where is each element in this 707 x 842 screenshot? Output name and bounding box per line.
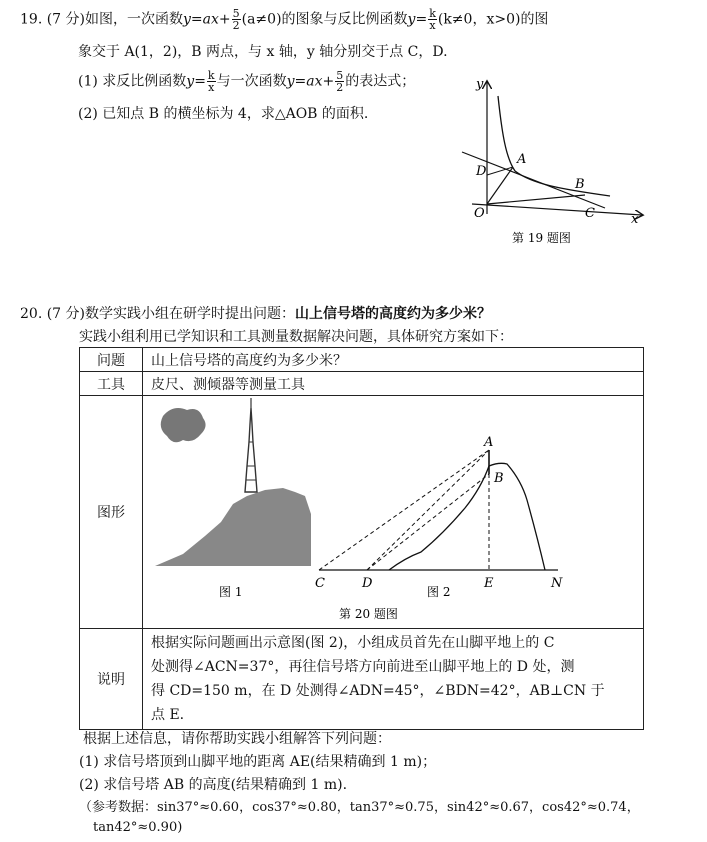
frac-numerator: 5: [336, 69, 344, 82]
q19-label-a: A: [517, 152, 527, 167]
q20-row3-head: 图形: [80, 396, 143, 629]
q20-line1: [20, 304, 491, 324]
q19-frac-5-2: [232, 8, 241, 31]
q20-desc-line: 点 E.: [151, 707, 185, 723]
q20-row2-head: 工具: [80, 372, 143, 396]
q20-label-c: C: [315, 576, 325, 591]
q20-row4-body: [143, 629, 644, 730]
q19-part1-inverse-func: y=: [186, 73, 206, 90]
table-row: [80, 348, 644, 372]
q19-label-x: x: [631, 212, 639, 227]
q19-label-y: y: [476, 77, 484, 92]
q19-part1-a: (1) 求反比例函数: [78, 73, 187, 90]
frac-denominator: x: [429, 19, 436, 32]
q20-row1-head: 问题: [80, 348, 143, 372]
table-row: [80, 629, 644, 730]
q19-hyperbola: [498, 96, 610, 196]
q19-stem-b: 的图象与反比例函数: [281, 11, 408, 28]
q20-label-e: E: [484, 576, 494, 591]
q19-cond-kx: (k≠0，x>0): [437, 11, 521, 28]
q20-row4-head: 说明: [80, 629, 143, 730]
q20-fig2: [315, 435, 563, 599]
q19-inverse-func: y=: [407, 11, 428, 28]
q20-plan-table: [79, 347, 644, 730]
q20-part2: (2) 求信号塔 AB 的高度(结果精确到 1 m).: [79, 777, 348, 793]
q20-fig1: [155, 398, 311, 599]
table-row: [80, 396, 644, 629]
q19-line1: [20, 8, 548, 31]
q20-label-n: N: [551, 576, 563, 591]
q19-part1: [78, 70, 415, 93]
q20-fig2-caption: 图 2: [427, 585, 451, 599]
q20-line2: 实践小组利用已学知识和工具测量数据解决问题，具体研究方案如下：: [79, 329, 513, 345]
q20-ref1: （参考数据：sin37°≈0.60，cos37°≈0.80，tan37°≈0.75，sin42°≈0.67，cos42°≈0.74，: [79, 800, 640, 815]
q20-part1: (1) 求信号塔顶到山脚平地的距离 AE(结果精确到 1 m)；: [79, 754, 437, 770]
q20-stem-a: 数学实践小组在研学时提出问题：: [85, 306, 295, 322]
q20-stem-bold: 山上信号塔的高度约为多少米？: [295, 306, 491, 322]
q20-points: (7 分): [46, 306, 85, 322]
q20-label-b: B: [494, 471, 504, 486]
q19-seg-ob: [487, 195, 585, 204]
frac-denominator: 2: [336, 81, 344, 94]
q20-desc-line: 处测得∠ACN=37°，再往信号塔方向前进至山脚平地上的 D 处，测: [151, 659, 575, 675]
q20-number: 20.: [20, 306, 43, 322]
q19-points: (7 分): [46, 11, 85, 28]
sightline-da: [367, 450, 489, 570]
q19-stem-c: 的图: [520, 11, 549, 28]
frac-numerator: k: [429, 7, 436, 20]
q19-linear-func: y=ax+: [183, 11, 231, 28]
q19-number: 19.: [20, 11, 43, 28]
q19-part1-b: 与一次函数: [216, 73, 287, 90]
q20-after1: 根据上述信息，请你帮助实践小组解答下列问题：: [83, 731, 391, 747]
q20-desc-line: 得 CD=150 m，在 D 处测得∠ADN=45°，∠BDN=42°，AB⊥CN 于: [151, 683, 605, 699]
q20-figures: [143, 396, 623, 628]
q20-figures-caption: 第 20 题图: [339, 607, 398, 621]
q20-figures-cell: [143, 396, 644, 629]
q20-ref2: tan42°≈0.90): [93, 820, 183, 835]
q19-figure-caption: 第 19 题图: [512, 231, 571, 245]
frac-denominator: 2: [232, 19, 240, 32]
frac-numerator: k: [207, 69, 215, 82]
frac-denominator: x: [208, 81, 215, 94]
q19-cond-a: (a≠0): [241, 11, 282, 28]
frac-numerator: 5: [232, 7, 240, 20]
q20-row1-body: 山上信号塔的高度约为多少米？: [143, 348, 644, 372]
q19-x-axis: [472, 204, 642, 215]
q19-label-c: C: [585, 206, 595, 221]
mountain-outline: [389, 463, 545, 570]
q20-row2-body: 皮尺、测倾器等测量工具: [143, 372, 644, 396]
q19-part1-linear-func: y=ax+: [286, 73, 335, 90]
q19-figure: [440, 74, 660, 249]
q19-frac-k-x: [428, 8, 437, 31]
q19-line2: 象交于 A(1，2)，B 两点，与 x 轴，y 轴分别交于点 C，D.: [78, 44, 448, 60]
q20-desc-line: 根据实际问题画出示意图(图 2)，小组成员首先在山脚平地上的 C: [151, 635, 555, 651]
hill-silhouette: [155, 488, 311, 566]
q20-label-a: A: [484, 435, 494, 450]
sightline-db: [367, 474, 489, 570]
q19-label-b: B: [575, 177, 585, 192]
table-row: [80, 372, 644, 396]
q19-seg-oa: [487, 167, 513, 204]
q19-label-o: O: [474, 206, 485, 221]
q19-part1-c: 的表达式；: [345, 73, 416, 90]
q19-label-d: D: [476, 164, 487, 179]
q19-part2: (2) 已知点 B 的横坐标为 4，求△AOB 的面积.: [78, 106, 369, 122]
q20-label-d: D: [362, 576, 373, 591]
tower-structure: [245, 408, 257, 492]
q19-part1-frac-5-2: [335, 70, 344, 93]
q19-part1-frac-k-x: [207, 70, 216, 93]
q19-stem-a: 如图，一次函数: [85, 11, 183, 28]
q20-fig1-caption: 图 1: [219, 585, 243, 599]
tree-foliage: [161, 408, 206, 442]
